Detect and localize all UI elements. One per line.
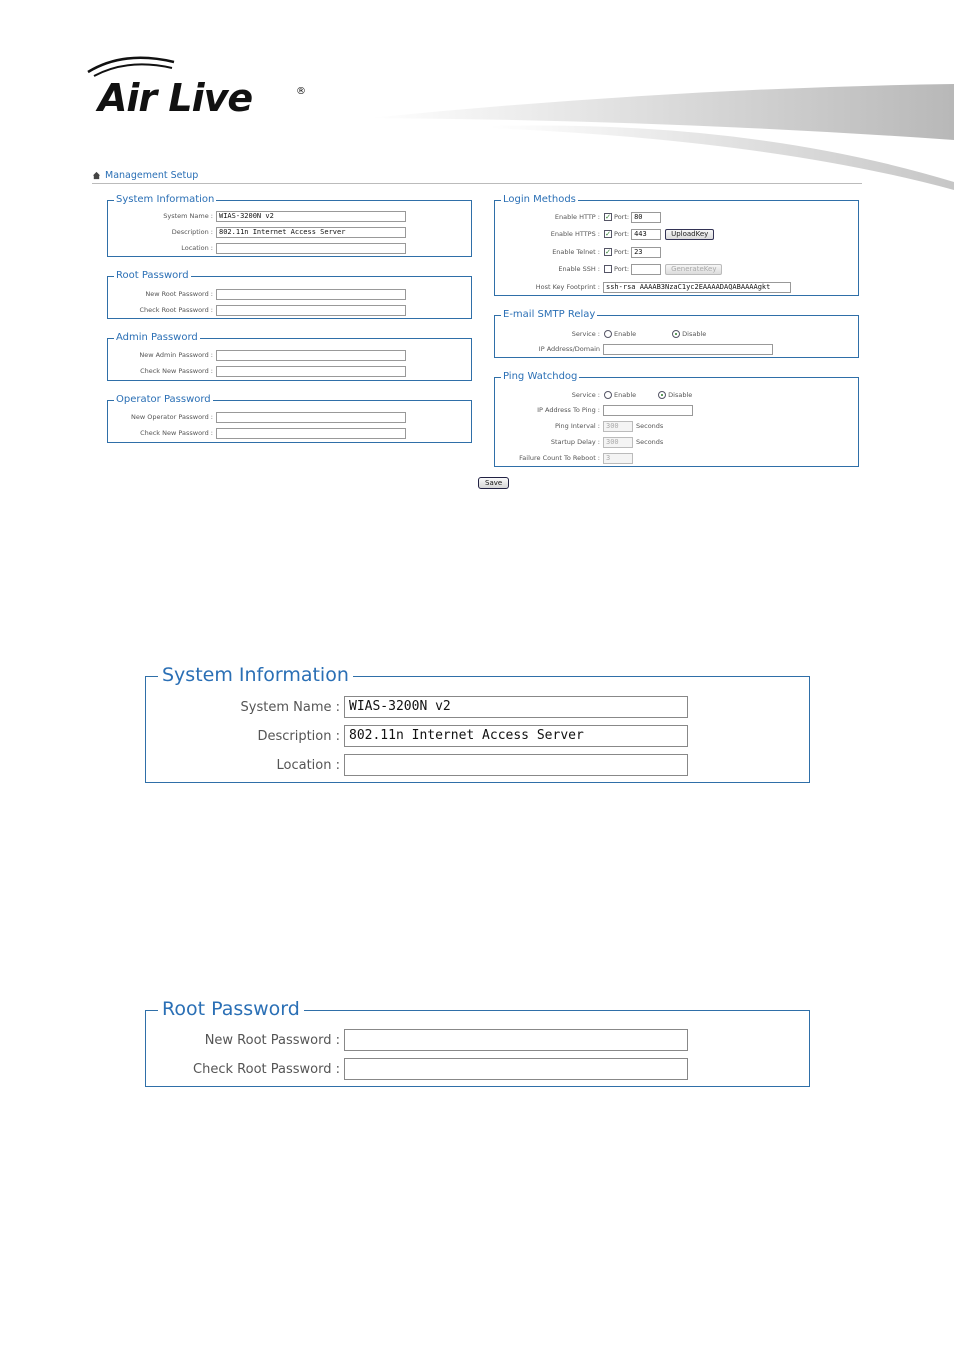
http-port-label: Port: (614, 213, 630, 221)
ping-enable-radio[interactable] (604, 391, 612, 399)
login-methods-panel (494, 194, 859, 296)
ping-interval-input[interactable]: 300 (603, 421, 633, 432)
smtp-ip-label: IP Address/Domain (538, 345, 600, 353)
ssh-port-input[interactable] (631, 264, 661, 275)
description-label: Description : (171, 228, 213, 236)
new-root-password-zoom-label: New Root Password : (204, 1032, 340, 1048)
ping-interval-unit: Seconds (636, 422, 664, 430)
operator-password-panel (107, 394, 472, 443)
breadcrumb-label: Management Setup (105, 170, 199, 181)
check-operator-password-input[interactable] (216, 428, 406, 439)
telnet-port-label: Port: (614, 248, 630, 256)
new-admin-password-input[interactable] (216, 350, 406, 361)
smtp-disable-label: Disable (682, 330, 707, 338)
smtp-relay-title: E-mail SMTP Relay (503, 309, 596, 320)
ping-watchdog-panel (494, 371, 859, 467)
enable-https-checkbox[interactable]: ✓ (605, 230, 611, 238)
smtp-relay-panel (494, 309, 859, 358)
http-port-input[interactable]: 80 (631, 212, 661, 223)
location-zoom-input[interactable] (344, 754, 688, 776)
system-information-panel (107, 194, 472, 257)
admin-password-title: Admin Password (116, 332, 198, 343)
logo-text: Air Live (98, 76, 253, 120)
check-admin-password-label: Check New Password : (140, 367, 213, 375)
ping-ip-input[interactable] (603, 405, 693, 416)
startup-delay-label: Startup Delay : (550, 438, 600, 446)
new-admin-password-label: New Admin Password : (139, 351, 213, 359)
smtp-enable-label: Enable (614, 330, 637, 338)
telnet-port-input[interactable]: 23 (631, 247, 661, 258)
host-key-footprint-label: Host Key Footprint : (535, 283, 600, 291)
ping-ip-label: IP Address To Ping : (537, 406, 600, 414)
home-icon (92, 171, 101, 180)
ping-enable-label: Enable (614, 391, 637, 399)
system-information-zoom-panel (145, 664, 810, 783)
system-name-zoom-input[interactable]: WIAS-3200N v2 (344, 696, 688, 718)
system-name-zoom-label: System Name : (240, 699, 340, 715)
failure-count-input[interactable]: 3 (603, 453, 633, 464)
failure-count-label: Failure Count To Reboot : (519, 454, 600, 462)
enable-telnet-checkbox[interactable]: ✓ (605, 248, 611, 256)
breadcrumb[interactable] (92, 170, 198, 181)
check-root-password-zoom-input[interactable] (344, 1058, 688, 1080)
enable-ssh-checkbox[interactable] (604, 265, 612, 273)
ssh-port-label: Port: (614, 265, 630, 273)
system-name-input[interactable]: WIAS-3200N v2 (216, 211, 406, 222)
enable-telnet-label: Enable Telnet : (552, 248, 600, 256)
new-root-password-zoom-input[interactable] (344, 1029, 688, 1051)
breadcrumb-divider (92, 183, 862, 184)
location-label: Location : (181, 244, 213, 252)
smtp-service-label: Service : (571, 330, 600, 338)
enable-https-label: Enable HTTPS : (550, 230, 600, 238)
description-zoom-input[interactable]: 802.11n Internet Access Server (344, 725, 688, 747)
check-root-password-zoom-label: Check Root Password : (193, 1061, 340, 1077)
ping-disable-radio[interactable] (658, 391, 666, 399)
system-information-title: System Information (116, 194, 215, 205)
ping-watchdog-title: Ping Watchdog (503, 371, 578, 382)
management-setup-screenshot (92, 168, 864, 492)
smtp-enable-radio[interactable] (604, 330, 612, 338)
save-button[interactable]: Save (478, 477, 509, 489)
check-admin-password-input[interactable] (216, 366, 406, 377)
smtp-ip-input[interactable] (603, 344, 773, 355)
https-port-input[interactable]: 443 (631, 229, 661, 240)
location-input[interactable] (216, 243, 406, 254)
smtp-disable-radio[interactable] (672, 330, 680, 338)
check-root-password-label: Check Root Password : (139, 306, 213, 314)
root-password-panel (107, 270, 472, 319)
https-port-label: Port: (614, 230, 630, 238)
registered-mark: ® (296, 86, 306, 97)
new-operator-password-label: New Operator Password : (130, 413, 213, 421)
admin-password-panel (107, 332, 472, 381)
root-password-zoom-title: Root Password (158, 997, 304, 1021)
startup-delay-unit: Seconds (636, 438, 664, 446)
system-name-label: System Name : (163, 212, 213, 220)
root-password-zoom-panel (145, 998, 810, 1087)
description-input[interactable]: 802.11n Internet Access Server (216, 227, 406, 238)
login-methods-title: Login Methods (503, 194, 576, 205)
new-root-password-label: New Root Password : (145, 290, 213, 298)
host-key-footprint-input[interactable]: ssh-rsa AAAAB3NzaC1yc2EAAAADAQABAAAAgkt (603, 282, 791, 293)
system-information-zoom-title: System Information (158, 663, 353, 687)
check-operator-password-label: Check New Password : (140, 429, 213, 437)
ping-disable-label: Disable (668, 391, 693, 399)
ping-interval-label: Ping Interval : (554, 422, 600, 430)
ping-service-label: Service : (571, 391, 600, 399)
upload-key-button[interactable]: UploadKey (665, 229, 714, 240)
description-zoom-label: Description : (257, 728, 340, 744)
enable-http-label: Enable HTTP : (554, 213, 600, 221)
startup-delay-input[interactable]: 300 (603, 437, 633, 448)
new-operator-password-input[interactable] (216, 412, 406, 423)
generate-key-button[interactable]: GenerateKey (665, 264, 722, 275)
root-password-title: Root Password (116, 270, 189, 281)
location-zoom-label: Location : (276, 757, 340, 773)
enable-http-checkbox[interactable]: ✓ (605, 213, 611, 221)
check-root-password-input[interactable] (216, 305, 406, 316)
operator-password-title: Operator Password (116, 394, 211, 405)
airlive-logo (84, 56, 314, 126)
enable-ssh-label: Enable SSH : (558, 265, 600, 273)
new-root-password-input[interactable] (216, 289, 406, 300)
